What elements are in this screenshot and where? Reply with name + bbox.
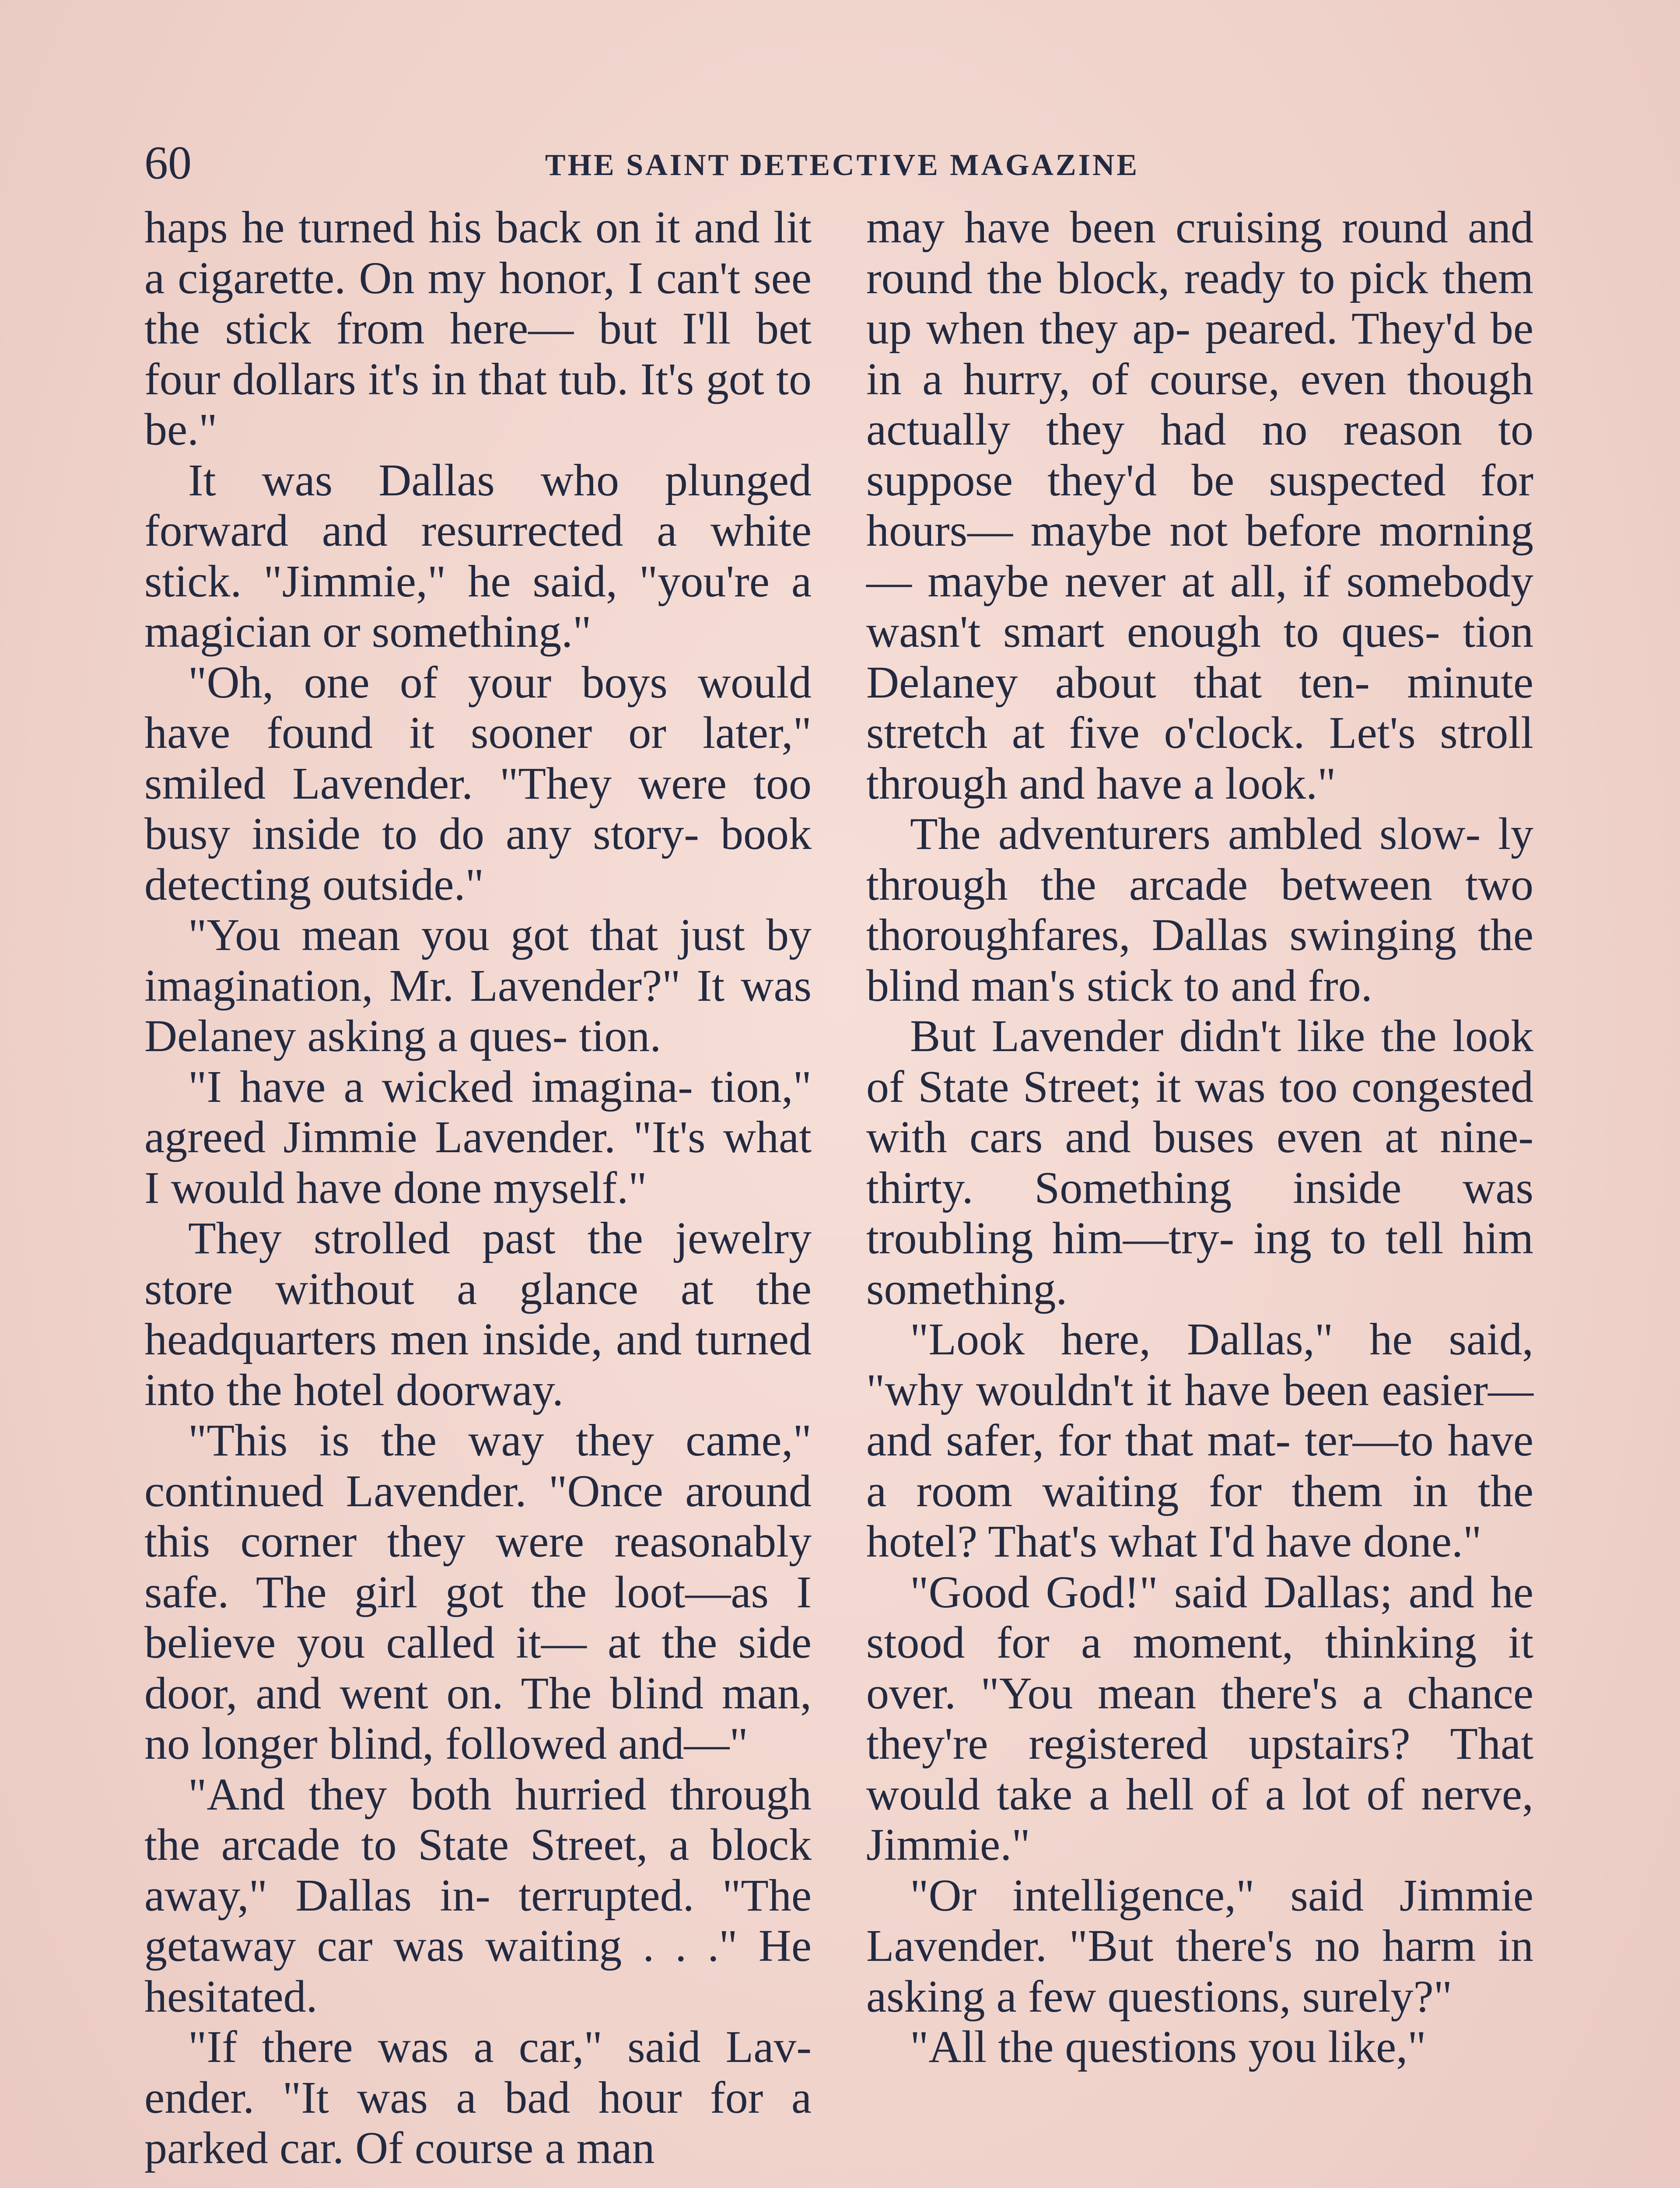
paragraph: "Good God!" said Dallas; and he stood for a moment, thinking it over. "You mean there's a chance they're registered upstairs? That would take a hell of a lot of nerve, Jimmie." [866,1567,1533,1870]
paragraph: "And they both hurried through the arcade to State Street, a block away," Dallas in- terrupted. "The getaway car was waiting . . ." He hesitated. [144,1769,812,2022]
paragraph: may have been cruising round and round the block, ready to pick them up when they ap- peared. They'd be in a hurry, of course, even though actually they had no reason to suppose they'd be suspected for hours— maybe not before morning— maybe never at all, if somebody wasn't smart enough to ques- tion Delaney about that ten- minute stretch at five o'clock. Let's stroll through and have a look." [866,202,1533,809]
paragraph: "All the questions you like," [910,2022,1426,2072]
page-number: 60 [144,137,192,189]
paragraph: "Or intelligence," said Jimmie Lavender. "But there's no harm in asking a few questions, surely?" [866,1870,1533,2022]
paragraph: "Oh, one of your boys would have found it sooner or later," smiled Lavender. "They were too busy inside to do any story- book detecting outside." [144,657,812,910]
paragraph: The adventurers ambled slow- ly through the arcade between two thoroughfares, Dallas swinging the blind man's stick to and fro. [866,809,1533,1011]
paragraph: "I have a wicked imagina- tion," agreed Jimmie Lavender. "It's what I would have done myself." [144,1061,812,1213]
paragraph: "If there was a car," said Lav- ender. "It was a bad hour for a parked car. Of course a man [144,2022,812,2173]
page-header [144,139,1540,187]
paragraph: "This is the way they came," continued Lavender. "Once around this corner they were reasonably safe. The girl got the loot—as I believe you called it— at the side door, and went on. The blind man, no longer blind, followed and—" [144,1415,812,1769]
running-head: THE SAINT DETECTIVE MAGAZINE [545,148,1140,182]
paragraph: But Lavender didn't like the look of State Street; it was too congested with cars and buses even at nine-thirty. Something inside was troubling him—try- ing to tell him something. [866,1011,1533,1314]
paragraph: It was Dallas who plunged forward and resurrected a white stick. "Jimmie," he said, "you're a magician or something." [144,455,812,657]
right-column [866,202,1533,2072]
paragraph: "You mean you got that just by imagination, Mr. Lavender?" It was Delaney asking a ques- tion. [144,910,812,1061]
paragraph: "Look here, Dallas," he said, "why wouldn't it have been easier—and safer, for that mat- ter—to have a room waiting for them in the hotel? That's what I'd have done." [866,1314,1533,1567]
left-column [144,202,812,2174]
paragraph: haps he turned his back on it and lit a cigarette. On my honor, I can't see the stick from here— but I'll bet four dollars it's in that tub. It's got to be." [144,202,812,455]
paragraph: They strolled past the jewelry store without a glance at the headquarters men inside, and turned into the hotel doorway. [144,1213,812,1415]
